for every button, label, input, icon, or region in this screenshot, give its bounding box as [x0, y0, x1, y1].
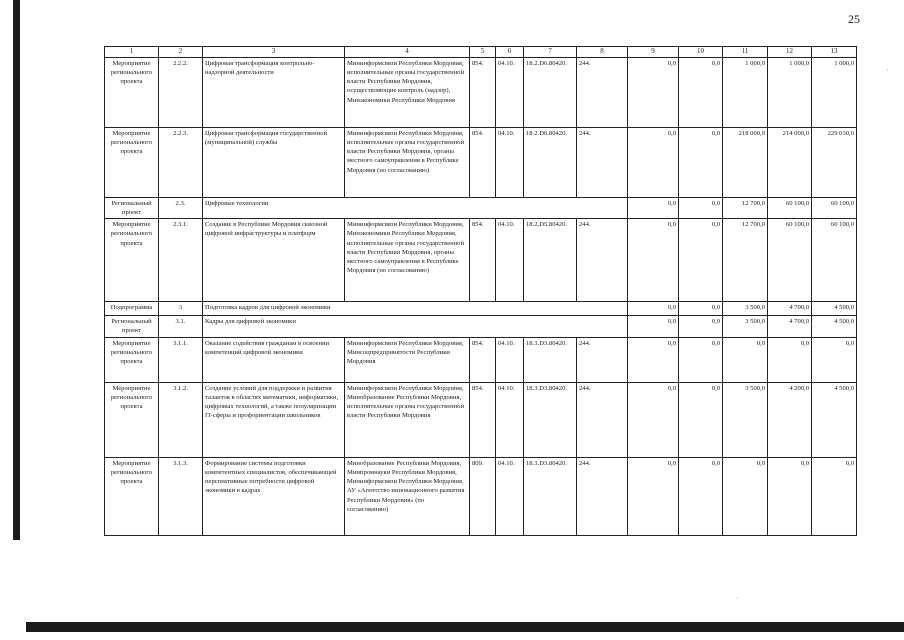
- scan-speck: ·: [736, 594, 739, 603]
- grbs-code-cell: 854.: [470, 219, 496, 302]
- row-name-cell: Цифровые технологии: [203, 197, 628, 218]
- amount-cell: 12 700,0: [723, 219, 768, 302]
- row-executor-cell: Мининформсвязи Республики Мордовия, исполнительные органы государственной власти Республики Мордовия, органы местного самоуправления в Республике Мордовия (по согласованию): [345, 127, 470, 197]
- amount-cell: 0,0: [812, 337, 857, 382]
- amount-cell: 4 500,0: [812, 382, 857, 457]
- scan-speck: ·: [886, 66, 889, 75]
- amount-cell: 229 030,0: [812, 127, 857, 197]
- row-code-cell: 3.1.3.: [159, 457, 203, 535]
- amount-cell: 0,0: [628, 302, 679, 316]
- table-row: [105, 457, 857, 535]
- row-code-cell: 2.3.1.: [159, 219, 203, 302]
- amount-cell: 3 500,0: [723, 382, 768, 457]
- table-row: [105, 382, 857, 457]
- amount-cell: 0,0: [679, 457, 723, 535]
- amount-cell: 60 100,0: [812, 219, 857, 302]
- row-name-cell: Подготовка кадров для цифровой экономики: [203, 302, 628, 316]
- table-header-row: [105, 47, 857, 58]
- amount-cell: 0,0: [628, 197, 679, 218]
- amount-cell: 0,0: [679, 302, 723, 316]
- row-name-cell: Цифровая трансформация государственной (муниципальной) службы: [203, 127, 345, 197]
- amount-cell: 0,0: [679, 316, 723, 337]
- column-header: 7: [524, 47, 577, 58]
- page-number: 25: [848, 12, 860, 26]
- row-type-cell: Региональный проект: [105, 316, 159, 337]
- row-executor-cell: Мининформсвязи Республики Мордовия, Минэкономики Республики Мордовия, исполнительные органы государственной власти Республики Мордовия, органы местного самоуправления в Республике Мордовия (по согласованию): [345, 219, 470, 302]
- row-name-cell: Цифровая трансформация контрольно-надзорной деятельности: [203, 57, 345, 127]
- row-code-cell: 2.2.2.: [159, 57, 203, 127]
- section-code-cell: 04.10.: [496, 457, 524, 535]
- target-article-cell: 18.2.D6.80420.: [524, 57, 577, 127]
- amount-cell: 60 100,0: [768, 219, 812, 302]
- table-row: [105, 337, 857, 382]
- row-type-cell: Мероприятие регионального проекта: [105, 219, 159, 302]
- amount-cell: 12 700,0: [723, 197, 768, 218]
- table-group-row: [105, 197, 857, 218]
- row-code-cell: 2.3.: [159, 197, 203, 218]
- amount-cell: 0,0: [679, 337, 723, 382]
- row-code-cell: 3.1.: [159, 316, 203, 337]
- column-header: 6: [496, 47, 524, 58]
- target-article-cell: 18.2.D5.80420.: [524, 219, 577, 302]
- amount-cell: 0,0: [723, 457, 768, 535]
- section-code-cell: 04.10.: [496, 337, 524, 382]
- scan-edge-left: [13, 0, 20, 540]
- grbs-code-cell: 854.: [470, 382, 496, 457]
- expense-type-cell: 244.: [577, 57, 628, 127]
- row-name-cell: Создание в Республике Мордовия сквозной цифровой инфраструктуры и платформ: [203, 219, 345, 302]
- budget-table: [104, 46, 857, 536]
- row-type-cell: Мероприятие регионального проекта: [105, 457, 159, 535]
- amount-cell: 0,0: [768, 457, 812, 535]
- expense-type-cell: 244.: [577, 219, 628, 302]
- grbs-code-cell: 854.: [470, 337, 496, 382]
- row-type-cell: Мероприятие регионального проекта: [105, 57, 159, 127]
- table-group-row: [105, 302, 857, 316]
- amount-cell: 1 000,0: [723, 57, 768, 127]
- amount-cell: 0,0: [628, 337, 679, 382]
- amount-cell: 0,0: [628, 382, 679, 457]
- expense-type-cell: 244.: [577, 337, 628, 382]
- column-header: 10: [679, 47, 723, 58]
- amount-cell: 214 000,0: [768, 127, 812, 197]
- amount-cell: 0,0: [679, 197, 723, 218]
- row-name-cell: Оказание содействия гражданам в освоении компетенций цифровой экономики: [203, 337, 345, 382]
- amount-cell: 0,0: [679, 219, 723, 302]
- amount-cell: 4 700,0: [768, 302, 812, 316]
- row-type-cell: Мероприятие регионального проекта: [105, 382, 159, 457]
- row-type-cell: Мероприятие регионального проекта: [105, 337, 159, 382]
- column-header: 5: [470, 47, 496, 58]
- table-row: [105, 57, 857, 127]
- amount-cell: 60 100,0: [812, 197, 857, 218]
- grbs-code-cell: 854.: [470, 127, 496, 197]
- row-type-cell: Подпрограмма: [105, 302, 159, 316]
- table-row: [105, 127, 857, 197]
- column-header: 13: [812, 47, 857, 58]
- amount-cell: 3 500,0: [723, 302, 768, 316]
- row-executor-cell: Мининформсвязи Республики Мордовия, исполнительные органы государственной власти Республики Мордовия, осуществляющие контроль (надзор), Минэкономики Республики Мордовия: [345, 57, 470, 127]
- amount-cell: 0,0: [768, 337, 812, 382]
- table-group-row: [105, 316, 857, 337]
- column-header: 8: [577, 47, 628, 58]
- row-name-cell: Кадры для цифровой экономики: [203, 316, 628, 337]
- amount-cell: 0,0: [679, 57, 723, 127]
- row-code-cell: 3.1.2.: [159, 382, 203, 457]
- row-name-cell: Создание условий для поддержки и развития талантов в областях математики, информатики, цифровых технологий, а также популяризации IT-сферы и профориентации школьников: [203, 382, 345, 457]
- amount-cell: 0,0: [628, 127, 679, 197]
- amount-cell: 1 000,0: [768, 57, 812, 127]
- column-header: 2: [159, 47, 203, 58]
- row-type-cell: Мероприятие регионального проекта: [105, 127, 159, 197]
- amount-cell: 0,0: [812, 457, 857, 535]
- row-code-cell: 2.2.3.: [159, 127, 203, 197]
- amount-cell: 218 000,0: [723, 127, 768, 197]
- row-code-cell: 3.1.1.: [159, 337, 203, 382]
- expense-type-cell: 244.: [577, 382, 628, 457]
- grbs-code-cell: 854.: [470, 57, 496, 127]
- amount-cell: 60 100,0: [768, 197, 812, 218]
- section-code-cell: 04.10.: [496, 382, 524, 457]
- row-executor-cell: Минобразование Республики Мордовия, Минпромнауки Республики Мордовия, Мининформсвязи Республики Мордовия, АУ «Агентство инновационного развития Республики Мордовия» (по согласованию): [345, 457, 470, 535]
- row-type-cell: Региональный проект: [105, 197, 159, 218]
- target-article-cell: 18.2.D6.80420.: [524, 127, 577, 197]
- amount-cell: 4 700,0: [768, 316, 812, 337]
- expense-type-cell: 244.: [577, 457, 628, 535]
- column-header: 1: [105, 47, 159, 58]
- column-header: 9: [628, 47, 679, 58]
- amount-cell: 3 500,0: [723, 316, 768, 337]
- expense-type-cell: 244.: [577, 127, 628, 197]
- amount-cell: 0,0: [679, 382, 723, 457]
- amount-cell: 4 200,0: [768, 382, 812, 457]
- row-executor-cell: Мининформсвязи Республики Мордовия, Минобразование Республики Мордовия, исполнительные органы государственной власти Республики Мордовия: [345, 382, 470, 457]
- scan-edge-bottom: [26, 622, 904, 632]
- row-code-cell: 3: [159, 302, 203, 316]
- column-header: 4: [345, 47, 470, 58]
- amount-cell: 0,0: [679, 127, 723, 197]
- target-article-cell: 18.3.D3.80420.: [524, 337, 577, 382]
- section-code-cell: 04.10.: [496, 57, 524, 127]
- amount-cell: 0,0: [723, 337, 768, 382]
- amount-cell: 4 500,0: [812, 316, 857, 337]
- amount-cell: 0,0: [628, 457, 679, 535]
- section-code-cell: 04.10.: [496, 127, 524, 197]
- column-header: 3: [203, 47, 345, 58]
- row-name-cell: Формирование системы подготовки компетентных специалистов, обеспечивающей перспективные потребности цифровой экономики в кадрах: [203, 457, 345, 535]
- row-executor-cell: Мининформсвязи Республики Мордовия, Минсоцпредпринятости Республики Мордовия: [345, 337, 470, 382]
- amount-cell: 0,0: [628, 57, 679, 127]
- section-code-cell: 04.10.: [496, 219, 524, 302]
- target-article-cell: 18.3.D3.80420.: [524, 457, 577, 535]
- amount-cell: 0,0: [628, 316, 679, 337]
- column-header: 12: [768, 47, 812, 58]
- amount-cell: 1 000,0: [812, 57, 857, 127]
- amount-cell: 0,0: [628, 219, 679, 302]
- target-article-cell: 18.3.D3.80420.: [524, 382, 577, 457]
- column-header: 11: [723, 47, 768, 58]
- table-row: [105, 219, 857, 302]
- amount-cell: 4 500,0: [812, 302, 857, 316]
- grbs-code-cell: 809.: [470, 457, 496, 535]
